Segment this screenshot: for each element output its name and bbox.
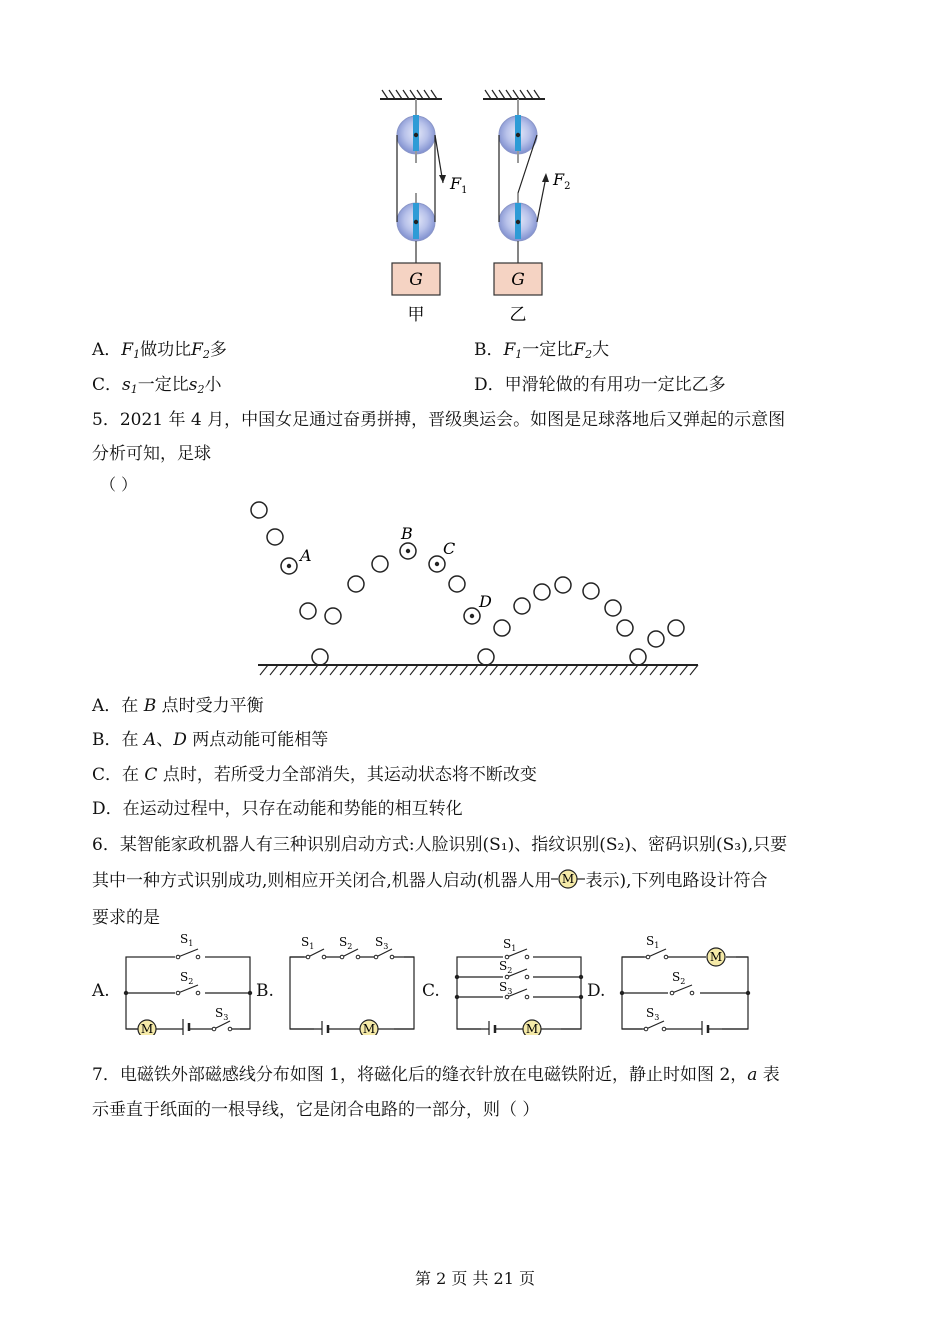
ball-a bbox=[281, 558, 297, 574]
weight-label-yi: G bbox=[511, 270, 525, 290]
caption-yi: 乙 bbox=[509, 305, 527, 325]
svg-text:S1: $S_1$ bbox=[503, 937, 517, 953]
svg-text:S2: $S_2$ bbox=[499, 959, 513, 975]
pulley-system-jia bbox=[397, 99, 446, 263]
label-b: B bbox=[401, 524, 413, 543]
svg-text:S3: $S_3$ bbox=[215, 1006, 229, 1022]
label-d: D bbox=[479, 592, 492, 611]
q5-stem-line1: 5．2021 年 4 月，中国女足通过奋勇拼搏，晋级奥运会。如图是足球落地后又弹起的示意图 bbox=[92, 410, 786, 430]
circuit-b bbox=[284, 930, 419, 1035]
q6-stem-line1: 6．某智能家政机器人有三种识别启动方式:人脸识别(S₁)、指纹识别(S₂)、密码识别(S₃),只要 bbox=[92, 835, 788, 855]
q6-stem-line3: 要求的是 bbox=[92, 908, 160, 928]
circuit-a bbox=[120, 930, 258, 1035]
q5-option-d: D．在运动过程中，只存在动能和势能的相互转化 bbox=[92, 799, 463, 819]
svg-text:S2: $S_2$ bbox=[339, 935, 353, 951]
svg-text:M: M bbox=[709, 950, 723, 964]
ball-b bbox=[400, 543, 416, 559]
ground bbox=[258, 665, 698, 675]
q6-stem-line2: 其中一种方式识别成功,则相应开关闭合,机器人启动(机器人用 M 表示),下列电路设计符合 bbox=[92, 866, 768, 891]
q4-option-d: D．甲滑轮做的有用功一定比乙多 bbox=[474, 375, 726, 395]
q6-option-d-label: D. bbox=[587, 981, 606, 1001]
svg-text:M: M bbox=[362, 1022, 376, 1035]
svg-text:M: M bbox=[525, 1022, 539, 1035]
page-footer: 第 2 页 共 21 页 bbox=[415, 1269, 535, 1288]
q4-option-a: A．$F_1$做功比$F_2$多 bbox=[92, 340, 227, 361]
q4-option-c: C．$s_1$一定比$s_2$小 bbox=[92, 375, 222, 396]
q4-option-b: B．$F_1$一定比$F_2$大 bbox=[474, 340, 610, 361]
svg-text:S1: $S_1$ bbox=[646, 934, 660, 950]
label-c: C bbox=[443, 539, 456, 558]
svg-text:S3: $S_3$ bbox=[646, 1006, 660, 1022]
circuit-c bbox=[451, 930, 586, 1035]
q7-line2: 示垂直于纸面的一根导线，它是闭合电路的一部分，则（ ） bbox=[92, 1100, 540, 1120]
q6-option-b-label: B. bbox=[256, 981, 274, 1001]
bouncing-ball-diagram bbox=[248, 495, 708, 685]
caption-jia: 甲 bbox=[407, 305, 425, 325]
svg-text:S3: $S_3$ bbox=[499, 980, 513, 996]
svg-text:S2: $S_2$ bbox=[672, 970, 686, 986]
svg-text:S3: $S_3$ bbox=[375, 935, 389, 951]
label-a: A bbox=[300, 546, 312, 565]
svg-text:S1: $S_1$ bbox=[301, 935, 315, 951]
ball-c bbox=[429, 556, 445, 572]
pulley-system-yi bbox=[499, 99, 549, 263]
q5-option-a: A．在 B 点时受力平衡 bbox=[92, 696, 264, 716]
motor-label-inline: M bbox=[562, 872, 575, 886]
svg-text:S1: $S_1$ bbox=[180, 932, 194, 948]
q7-line1: 7．电磁铁外部磁感线分布如图 1，将磁化后的缝衣针放在电磁铁附近，静止时如图 2，a 表 bbox=[92, 1065, 780, 1085]
q5-stem-line2: 分析可知，足球 bbox=[92, 444, 211, 464]
svg-text:M: M bbox=[140, 1022, 154, 1035]
q5-answer-paren: （ ） bbox=[100, 475, 138, 494]
ceiling-right bbox=[483, 90, 545, 99]
q6-option-c-label: C. bbox=[422, 981, 440, 1001]
circuit-d bbox=[616, 930, 756, 1035]
motor-symbol-inline bbox=[551, 868, 585, 890]
pulley-diagram bbox=[370, 85, 580, 330]
force-label-f2: $F_2$ bbox=[553, 170, 571, 192]
ball-d bbox=[464, 608, 480, 624]
svg-text:S2: $S_2$ bbox=[180, 970, 194, 986]
weight-label-jia: G bbox=[409, 270, 423, 290]
q6-option-a-label: A. bbox=[92, 981, 110, 1001]
ceiling-left bbox=[380, 90, 442, 99]
force-label-f1: $F_1$ bbox=[450, 174, 468, 196]
q5-option-b: B．在 A、D 两点动能可能相等 bbox=[92, 730, 329, 750]
q5-option-c: C．在 C 点时，若所受力全部消失，其运动状态将不断改变 bbox=[92, 765, 537, 785]
